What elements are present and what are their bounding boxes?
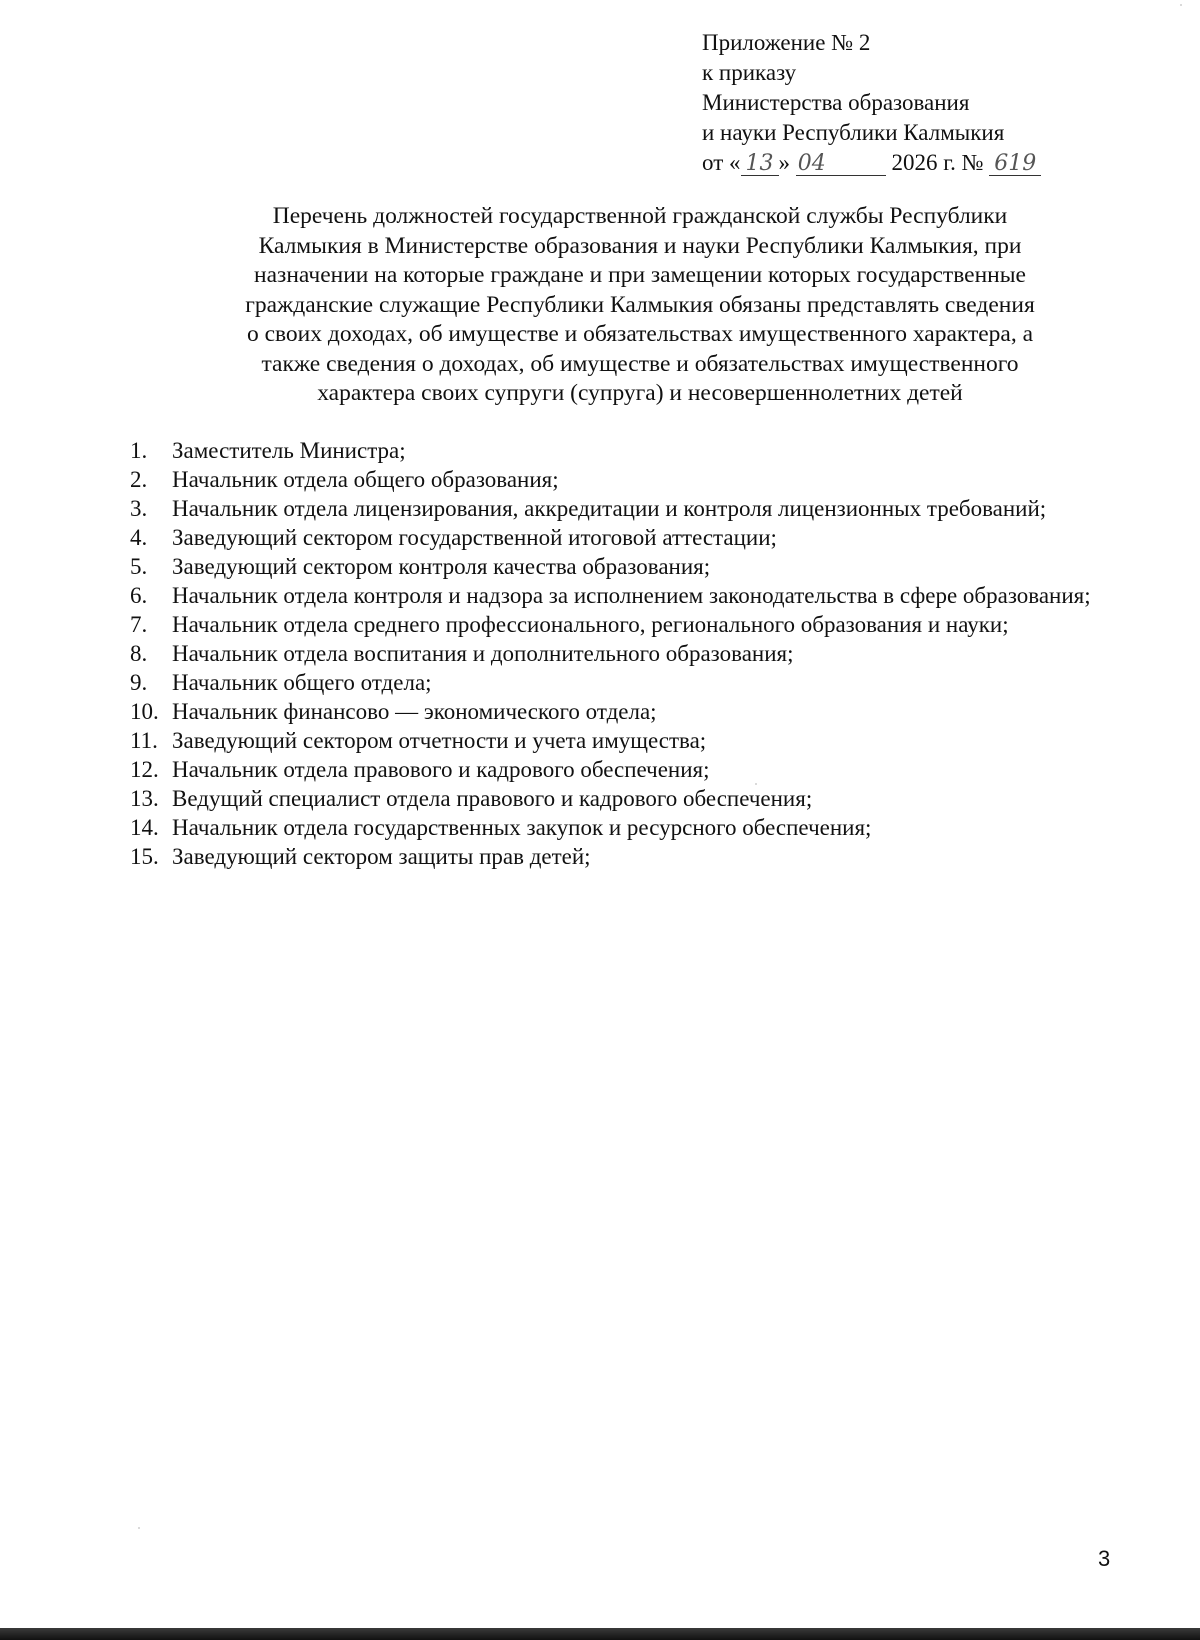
title-line: характера своих супруги (супруга) и несовершеннолетних детей [317,380,963,406]
list-item [130,524,1118,551]
list-item-text: Заведующий сектором контроля качества образования; [172,554,711,579]
list-item-number: 6. [130,583,148,608]
scan-speck [1180,4,1182,6]
list-item-text: Ведущий специалист отдела правового и кадрового обеспечения; [172,786,813,811]
title-line: Калмыкия в Министерстве образования и науки Республики Калмыкия, при [258,232,1022,259]
list-item-number: 9. [130,670,148,695]
page-number: 3 [1098,1546,1111,1571]
scan-speck [138,1527,140,1529]
document-title [170,202,1110,409]
list-item-number: 8. [130,641,148,666]
appendix-ministry-cont: и науки Республики Калмыкия [702,120,1005,145]
list-item-number: 5. [130,554,148,579]
list-item [130,669,1118,696]
list-item-number: 1. [130,438,148,463]
title-line: о своих доходах, об имуществе и обязательствах имущественного характера, а [246,321,1034,347]
list-item [130,466,1118,493]
appendix-date-line [702,148,1122,178]
handwritten-month: 04 [796,153,886,176]
list-item [130,843,1118,870]
appendix-header [702,28,1122,178]
list-item-text: Заведующий сектором государственной итоговой аттестации; [172,525,777,550]
list-item-number: 12. [130,757,159,782]
list-item [130,553,1118,580]
title-line: Перечень должностей государственной гражданской службы Республики [272,203,1008,229]
list-item-text: Начальник отдела среднего профессионального, регионального образования и науки; [172,612,1009,637]
list-item-text: Заместитель Министра; [172,438,406,463]
list-item [130,785,1118,812]
list-item-text: Заведующий сектором защиты прав детей; [172,844,591,869]
list-item-text: Начальник отдела лицензирования, аккредитации и контроля лицензионных требований; [172,496,1047,521]
handwritten-order-number: 619 [989,153,1041,176]
date-year: 2026 г. № [891,150,990,175]
list-item [130,611,1118,638]
list-item-text: Начальник отдела общего образования; [172,467,559,492]
scan-bottom-edge [0,1628,1200,1640]
list-item-number: 2. [130,467,148,492]
appendix-title: Приложение № 2 [702,30,871,55]
appendix-order-ref: к приказу [702,60,797,85]
positions-list [130,437,1118,870]
list-item-number: 13. [130,786,159,811]
list-item [130,495,1118,522]
list-item [130,437,1118,464]
list-item-number: 10. [130,699,159,724]
date-prefix: от « [702,150,741,175]
list-item [130,582,1118,609]
list-item [130,727,1118,754]
list-item-text: Заведующий сектором отчетности и учета имущества; [172,728,707,753]
title-line: назначении на которые граждане и при замещении которых государственные [254,262,1026,288]
list-item-number: 15. [130,844,159,869]
list-item-text: Начальник отдела контроля и надзора за исполнением законодательства в сфере образования; [172,583,1091,608]
list-item-number: 14. [130,815,159,840]
list-item [130,698,1118,725]
list-item-number: 4. [130,525,148,550]
list-item-text: Начальник общего отдела; [172,670,432,695]
list-item-text: Начальник отдела воспитания и дополнительного образования; [172,641,794,666]
date-mid: » [778,150,796,175]
list-item-text: Начальник финансово — экономического отдела; [172,699,657,724]
title-line: также сведения о доходах, об имуществе и обязательствах имущественного [261,350,1019,377]
list-item-text: Начальник отдела государственных закупок и ресурсного обеспечения; [172,815,872,840]
list-item-text: Начальник отдела правового и кадрового обеспечения; [172,757,710,782]
list-item [130,814,1118,841]
title-line: гражданские служащие Республики Калмыкия обязаны представлять сведения [245,291,1035,318]
list-item-number: 11. [130,728,158,753]
handwritten-day: 13 [741,153,779,176]
list-item [130,640,1118,667]
list-item-number: 3. [130,496,148,521]
appendix-ministry: Министерства образования [702,90,970,115]
list-item-number: 7. [130,612,148,637]
list-item [130,756,1118,783]
